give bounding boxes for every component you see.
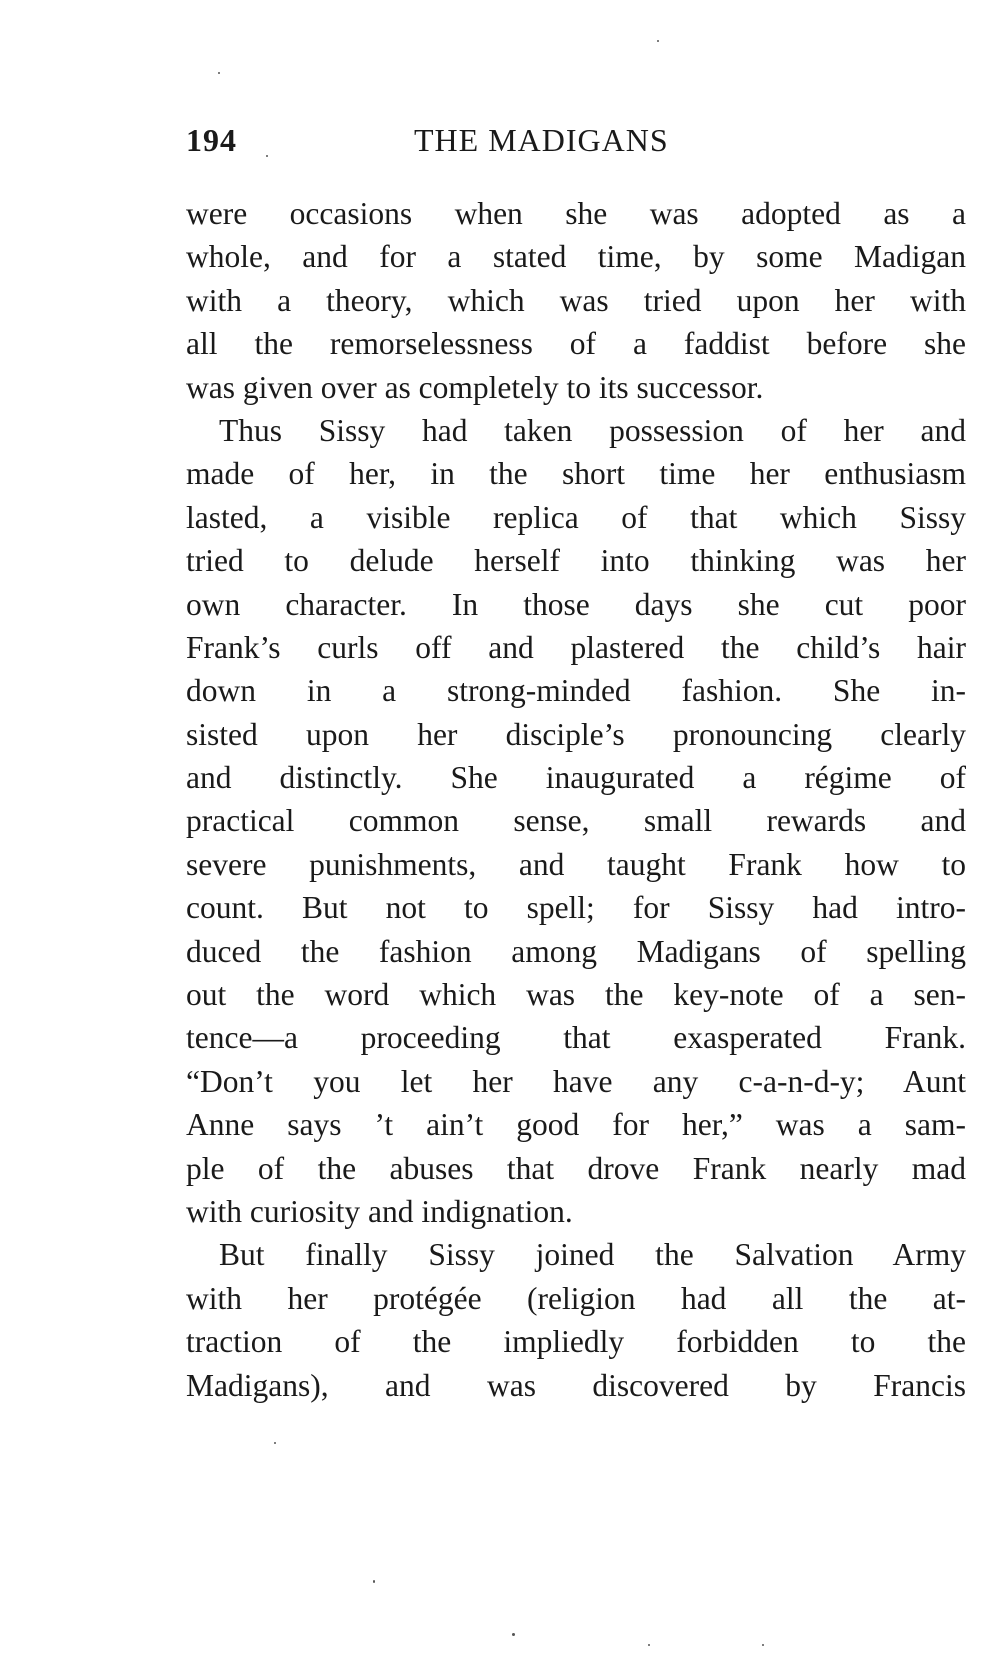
text-line: were occasions when she was adopted as a: [186, 196, 966, 231]
text-line: with her protégée (religion had all the at-: [186, 1280, 966, 1316]
text-line: tence—a proceeding that exasperated Frank.: [186, 1020, 966, 1056]
scan-speck: [657, 40, 659, 42]
text-line: with curiosity and indignation.: [186, 1193, 573, 1229]
text-line: with a theory, which was tried upon her with: [186, 282, 966, 318]
text-line: sisted upon her disciple’s pronouncing clearly: [186, 716, 966, 752]
text-line: Frank’s curls off and plastered the child’s hair: [186, 629, 966, 665]
text-line: Thus Sissy had taken possession of her and: [219, 412, 966, 448]
text-line: severe punishments, and taught Frank how to: [186, 846, 966, 882]
text-line: But finally Sissy joined the Salvation Army: [219, 1237, 966, 1273]
text-line: all the remorselessness of a faddist before she: [186, 326, 966, 362]
scan-speck: [373, 1580, 375, 1583]
scan-speck: [762, 1644, 764, 1646]
text-line: ple of the abuses that drove Frank nearly mad: [186, 1150, 966, 1186]
text-line: traction of the impliedly forbidden to the: [186, 1324, 966, 1360]
text-line: Anne says ’t ain’t good for her,” was a sam-: [186, 1107, 966, 1143]
text-line: count. But not to spell; for Sissy had intro-: [186, 890, 966, 926]
text-line: duced the fashion among Madigans of spelling: [186, 933, 966, 969]
text-line: and distinctly. She inaugurated a régime of: [186, 760, 966, 796]
scan-speck: [512, 1633, 515, 1636]
text-line: out the word which was the key-note of a sen-: [186, 977, 966, 1013]
page-number: 194: [186, 122, 237, 158]
text-line: made of her, in the short time her enthusiasm: [186, 456, 966, 492]
text-line: lasted, a visible replica of that which Sissy: [186, 499, 966, 535]
text-line: was given over as completely to its successor.: [186, 369, 764, 405]
text-line: whole, and for a stated time, by some Madigan: [186, 239, 966, 275]
running-head: [186, 118, 966, 162]
body-text: [186, 192, 966, 1407]
text-line: Madigans), and was discovered by Francis: [186, 1367, 966, 1403]
text-line: practical common sense, small rewards and: [186, 803, 966, 839]
scan-speck: [274, 1442, 276, 1444]
running-title: THE MADIGANS: [414, 122, 669, 158]
text-line: down in a strong-minded fashion. She in-: [186, 673, 966, 709]
text-line: own character. In those days she cut poor: [186, 586, 966, 622]
text-line: tried to delude herself into thinking was her: [186, 543, 966, 579]
scan-speck: [266, 155, 268, 157]
text-line: “Don’t you let her have any c-a-n-d-y; Aunt: [186, 1063, 966, 1099]
scan-speck: [218, 72, 220, 74]
scan-speck: [648, 1644, 650, 1646]
